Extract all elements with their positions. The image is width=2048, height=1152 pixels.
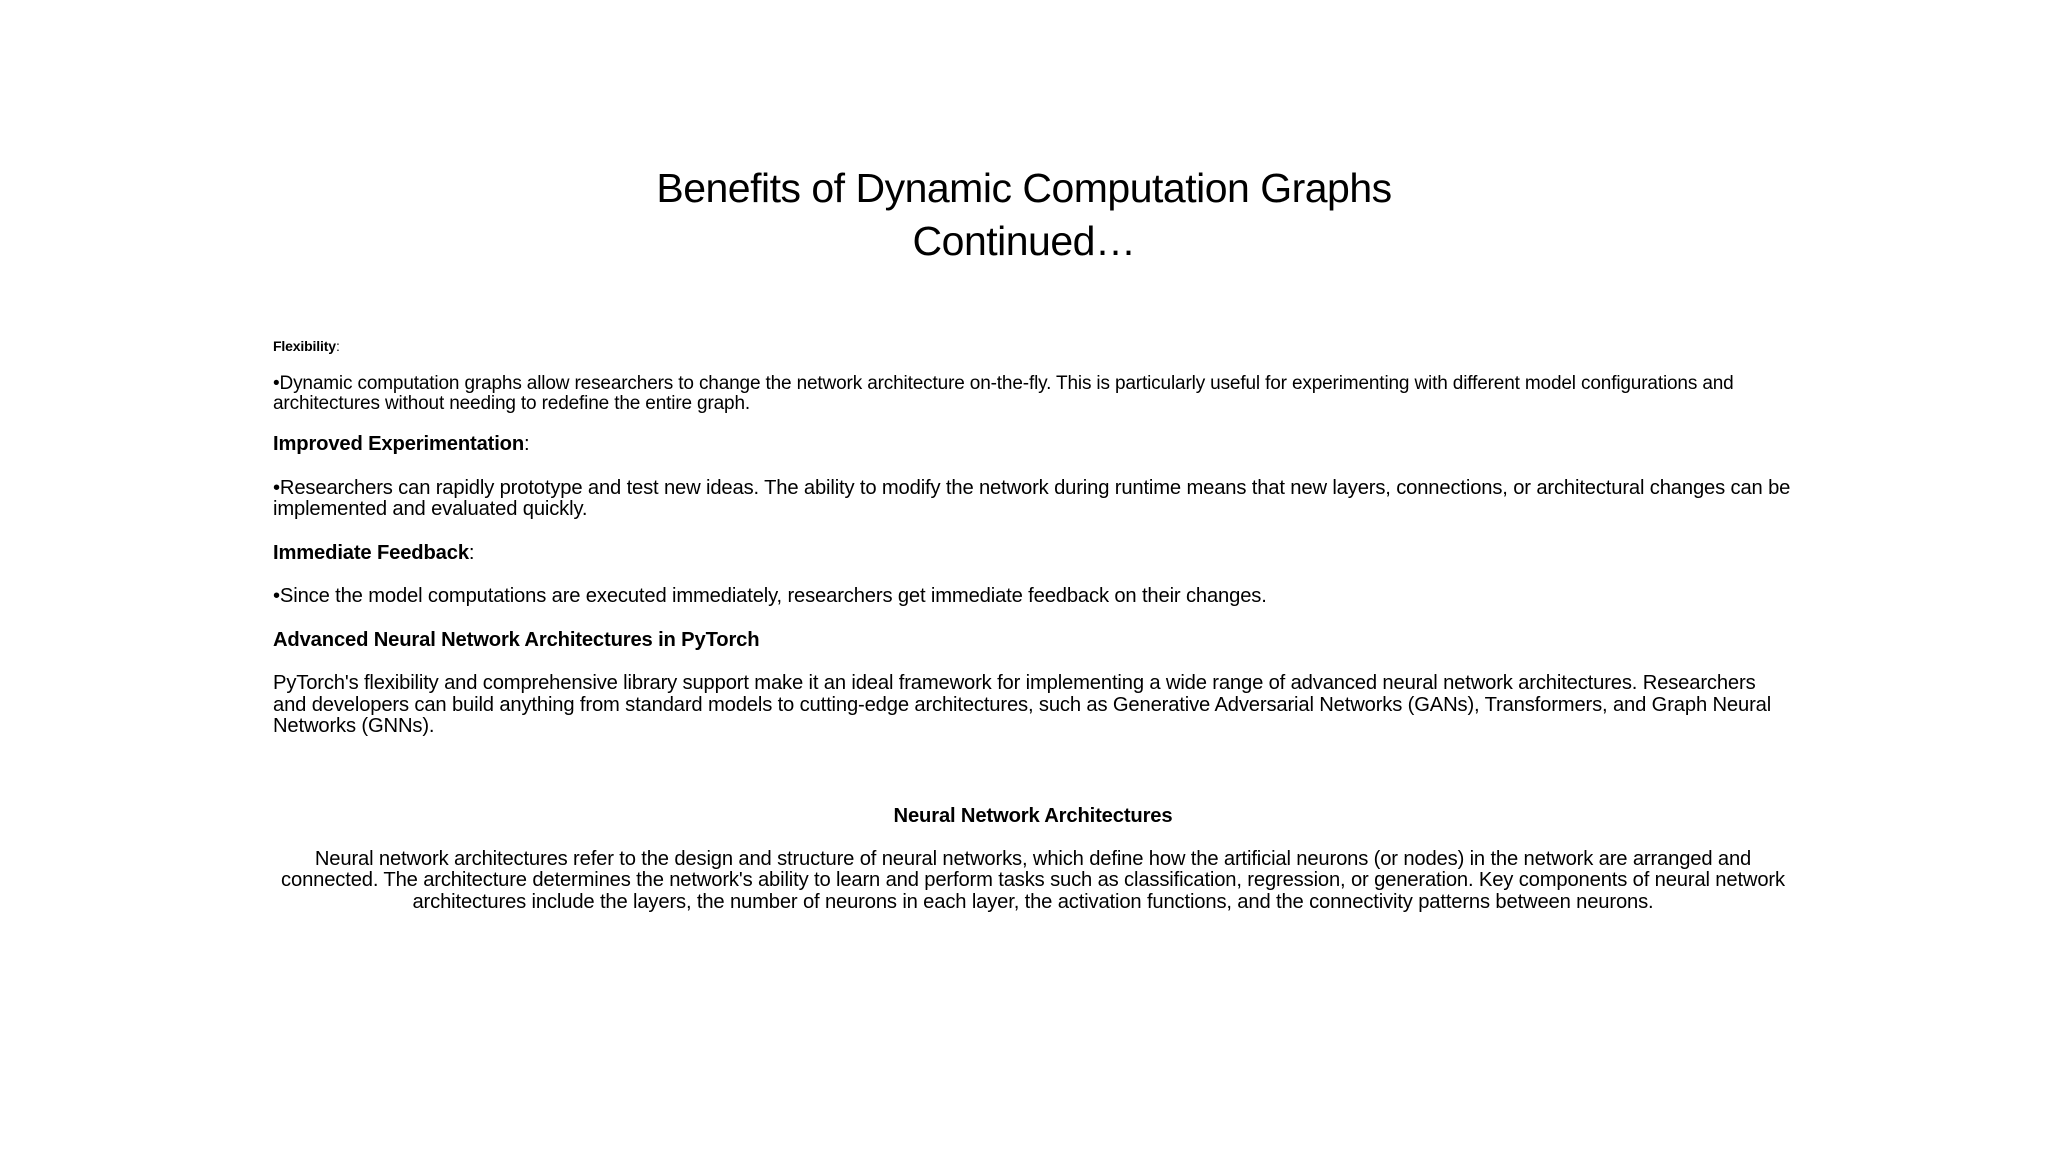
slide-title [0,162,2048,268]
improved-experimentation-heading [273,434,1793,456]
slide-title-line-1: Benefits of Dynamic Computation Graphs [656,165,1392,211]
slide-body [273,336,1793,760]
flexibility-heading-colon: : [335,338,340,354]
flexibility-heading [273,336,1793,356]
immediate-feedback-heading-colon: : [468,541,475,564]
slide-title-line-2: Continued… [912,218,1136,264]
immediate-feedback-text: •Since the model computations are executed immediately, researchers get immediate feedback on their changes. [273,585,1267,607]
nn-architectures-heading: Neural Network Architectures [893,805,1173,827]
immediate-feedback-heading [273,543,1793,565]
nn-architectures-text: Neural network architectures refer to the design and structure of neural networks, which define how the artificial neurons (or nodes) in the network are arranged and connected. The architecture determines the network's ability to learn and perform tasks such as classification, regression, or generation. Key components of neural network architectures include the layers, the number of neurons in each layer, the activation functions, and the connectivity patterns between neurons. [281,847,1785,913]
advanced-architectures-text: PyTorch's flexibility and comprehensive library support make it an ideal framework for implementing a wide range of advanced neural network architectures. Researchers and developers can build anything from standard models to cutting-edge architectures, such as Generative Adversarial Networks (GANs), Transformers, and Graph Neural Networks (GNNs). [273,672,1772,737]
immediate-feedback-heading-label: Immediate Feedback [273,541,469,564]
flexibility-heading-label: Flexibility [273,338,336,354]
improved-experimentation-heading-label: Improved Experimentation [273,433,525,455]
flexibility-text: •Dynamic computation graphs allow researchers to change the network architecture on-the-fly. This is particularly useful for experimenting with different model configurations and architectures without needing to redefine the entire graph. [273,373,1734,414]
nn-architectures-block [273,806,1793,913]
improved-experimentation-text: •Researchers can rapidly prototype and test new ideas. The ability to modify the network during runtime means that new layers, connections, or architectural changes can be implemented and evaluated quickly. [273,476,1791,520]
advanced-architectures-heading: Advanced Neural Network Architectures in PyTorch [273,628,760,651]
improved-experimentation-heading-colon: : [524,433,530,455]
